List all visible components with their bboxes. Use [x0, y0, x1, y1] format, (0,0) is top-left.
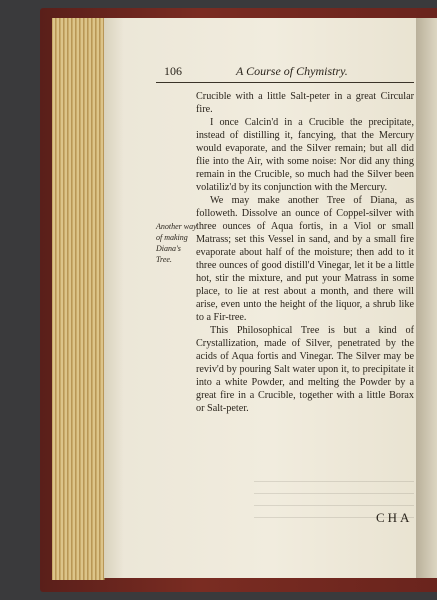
paragraph: This Philosophical Tree is but a kind of Crystallization, made of Silver, penetrated by the acids of Aqua fortis and Vinegar. The Silver may be reviv'd by pouring Salt water upon it, to precipitate it into a white Powder, and melting the Powder by a great fire in a Crucible, together with a little Borax or Salt-peter. — [196, 325, 414, 414]
body-text — [196, 90, 414, 415]
margin-note: Another way of making Diana's Tree. — [156, 222, 197, 264]
book-page — [104, 18, 437, 578]
catchword: CHA — [376, 510, 413, 525]
page-edges — [52, 18, 105, 580]
paragraph: We may make another Tree of Diana, as followeth. Dissolve an ounce of Coppel-silver with three ounces of Aqua fortis, in a Viol or small Matrass; set this Vessel in sand, and by a small fire evaporate about half of the moisture; then add to it three ounces of good distill'd Vinegar, let it be a little hot, stir the mixture, and put your Matrass in some place, to lie at rest about a month, and there will arise, even unto the height of the liquor, a shrub like to a Fir-tree. — [196, 195, 414, 323]
paragraph: I once Calcin'd in a Crucible the precipitate, instead of distilling it, fancying, that the Mercury would evaporate, and the Silver remain; but all did flie into the Air, with some noise: Nor did any thing remain in the Crucible, so much had the Silver been volatiliz'd by its conjunction with the Mercury. — [196, 117, 414, 193]
running-title: A Course of Chymistry. — [236, 64, 348, 78]
page-number: 106 — [164, 64, 182, 78]
page-header — [156, 64, 414, 83]
facing-page-edge — [416, 18, 437, 578]
paragraph: Crucible with a little Salt-peter in a great Circular fire. — [196, 91, 414, 115]
